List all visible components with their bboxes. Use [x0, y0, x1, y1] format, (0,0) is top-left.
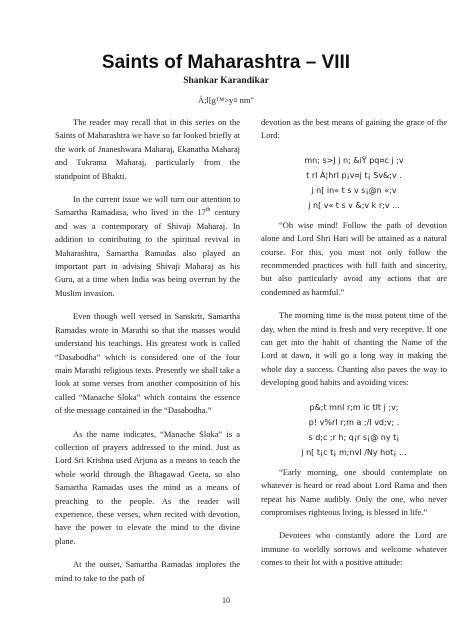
paragraph-devotees: Devotees who constantly adore the Lord are immune to worldly sorrows and welcome whatever comes to their lot with a positive attitude:: [261, 530, 447, 568]
ordinal-sup: th: [205, 207, 211, 214]
paragraph-intro: The reader may recall that in this series on the Saints of Maharashtra we have so far looked briefly at the work of Jnaneshwara Maharaj, Ekanatha Maharaj and Tukrama Maharaj, particularly from the standpoint of Bhakti.: [55, 117, 240, 181]
verse-line: t rI À¦hrI p¡v¤j t¡ Sv&;v .: [306, 170, 402, 180]
verse-block-2: [261, 400, 447, 460]
page-number: 10: [222, 596, 230, 605]
paragraph-manache-sloka: As the name indicates, “Manache Sloka” is a collection of prayers addressed to the mind. Just as Lord Sri Krishna used Arjuna as a means to teach the whole world through the Bhagawad Geeta, so also Samartha Ramadas uses the mind as a means of preaching to the people. As the reader will experience, these verses, when recited with devotion, have the power to elevate the mind to the divine plane.: [55, 428, 240, 546]
paragraph-dasabodha: Even though well versed in Sanskrit, Samartha Ramadas wrote in Marathi so that the masses would understand his teachings. His greatest work is called “Dasabodha” which is considered one of the four main Marathi religious texts. Presently we shall take a look at some verses from another composition of his called “Manache Sloka” which contains the essence of the message contained in the “Dasabodha.”: [55, 311, 240, 416]
verse-line: mn; s>J j n; &iŸ pq¤c j ;v: [304, 155, 404, 165]
author-name: Shankar Karandikar: [183, 76, 269, 86]
devanagari-heading: À;l[g™>y¤ nm": [197, 95, 255, 105]
verse-line: s d;c ;r h; q¡r s¡@ ny t¡: [308, 432, 400, 442]
left-column: [55, 116, 240, 595]
right-column: [261, 116, 447, 580]
paragraph-morning: The morning time is the most potent time of the day, when the mind is fresh and very receptive. If one can get into the habit of chanting the Name of the Lord at dawn, it will go a long way in making the whole day a success. Chanting also paves the way to developing good habits and avoiding vices:: [261, 310, 447, 388]
paragraph-translation-2: “Early morning, one should contemplate on whatever is heard or read about Lord Rama and then repeat his Name audibly. Only the one, who never compromises righteous living, is blessed in life.”: [261, 466, 447, 517]
verse-line: j n[ in« t s v s¡@n «;v: [311, 185, 397, 195]
article-title: Saints of Maharashtra – VIII: [101, 52, 351, 73]
paragraph-continuation: devotion as the best means of gaining the grace of the Lord:: [261, 117, 447, 141]
verse-line: j n[ t¡c t¡ m;nvI /Ny hot¡ ...: [301, 447, 407, 457]
verse-line: j n[ v« t s v &;v k r;v ...: [308, 200, 400, 210]
paragraph-translation-1: “Oh wise mind! Follow the path of devotion alone and Lord Shri Hari will be attained as a natural course. For this, you must not only follow the recommended practices with full faith and sincerity, but also particularly avoid any actions that are condemned as harmful.”: [261, 219, 447, 297]
verse-line: p&;t mnI r;m ic tIt j ;v;: [309, 402, 399, 412]
verse-block-1: [261, 153, 447, 213]
paragraph-ramadasa: In the current issue we will turn our attention to Samartha Ramadasa, who lived in the 17th century and was a contemporary of Shivaji Maharaj. In addition to contributing to the spiritual revival in Maharashtra, Samartha Ramadas also played an important part in advising Shivaji Maharaj as his Guru, at a time when India was being overrun by the Muslim invasion.: [55, 194, 240, 298]
verse-line: p! v%rI r;m a ;/I vd;v; .: [308, 417, 400, 427]
paragraph-outset: At the outset, Samartha Ramadas implores the mind to take to the path of: [55, 559, 240, 583]
